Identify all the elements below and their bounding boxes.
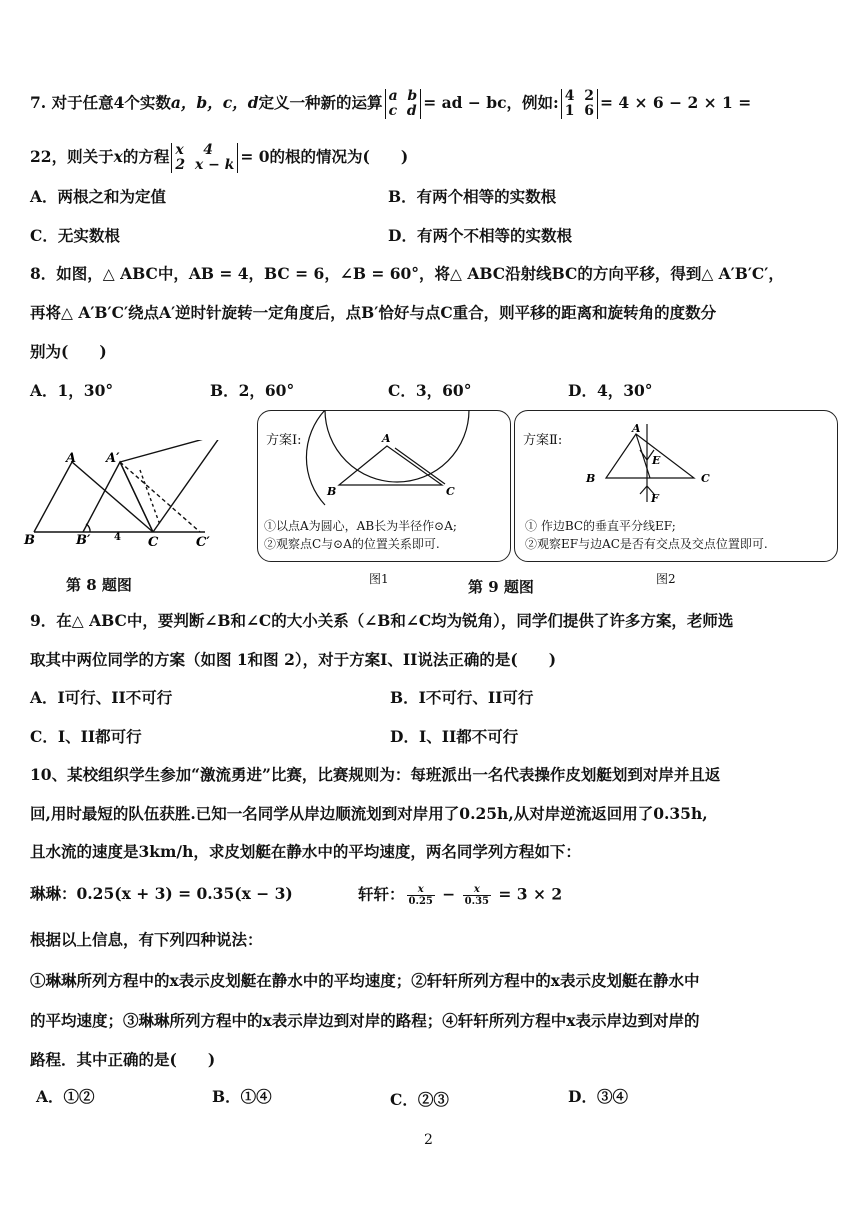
plan1-step1: ①以点A为圆心，AB长为半径作⊙A; [264,519,457,533]
frac-num: x [463,884,491,896]
m-cell: x [175,142,184,158]
m-cell: b [407,88,418,104]
q10-equation-2: 轩轩： $\frac{x}{0.25}$ − $\frac{x}{0.35}$ = 3 × 2 [358,884,563,907]
q8-label-b2: B′ [76,533,91,548]
plan2-figure [514,410,836,560]
q10-option-d: D．③④ [568,1087,628,1106]
plan2-label-b: B [586,472,596,485]
q8-label-c2: C′ [196,535,210,550]
q9-figure-caption: 第 9 题图 [468,578,534,596]
q8-label-b: B [24,533,35,548]
plan2-side [636,434,650,478]
q7-text-d: = 4 × 6 − 2 × 1 = [599,93,752,112]
plan2-step1: ① 作边BC的垂直平分线EF; [525,519,676,533]
m-cell: 6 [584,103,594,119]
q8-label-a: A [66,451,77,466]
q8-line1: 8．如图，△ ABC中，AB = 4，BC = 6，∠B = 60°，将△ ABC沿射线BC的方向平移，得到△ A′B′C′， [30,264,784,283]
q10-frac2 [463,884,491,907]
m-cell: d [406,103,417,119]
q8-label-a2: A′ [106,451,120,466]
q10-line3: 且水流的速度是3km/h，求皮划艇在静水中的平均速度，两名同学列方程如下： [30,842,581,861]
m-cell: 2 [584,88,594,104]
q8-rotated-side2 [153,440,222,532]
q8-label-c: C [148,535,159,550]
q7-vars: a，b，c，d [170,93,259,112]
q7-option-a: A．两根之和为定值 [30,187,167,206]
plan2-step2: ②观察EF与边AC是否有交点及交点位置即可. [525,537,768,551]
m-cell: 4 [203,142,213,158]
q8-figure-caption: 第 8 题图 [66,576,132,594]
plan1-label-a: A [382,432,391,445]
q7-matrix-abcd [385,89,422,119]
q10-option-b: B．①④ [212,1087,272,1106]
plan1-title: 方案Ⅰ: [266,433,302,448]
q7-line1 [30,89,751,119]
q10-line2: 回,用时最短的队伍获胜.已知一名同学从岸边顺流划到对岸用了0.25h,从对岸逆流返回用了0.35h, [30,804,708,823]
frac-den: 0.25 [408,896,433,907]
q9-line2: 取其中两位同学的方案（如图 1和图 2），对于方案I、II说法正确的是( ) [30,650,557,669]
plan2-label-a: A [632,422,641,435]
q9-line1: 9．在△ ABC中，要判断∠B和∠C的大小关系（∠B和∠C均为锐角），同学们提供了许多方案，老师选 [30,611,734,630]
q8-label-mark: 4 [114,532,121,543]
q9-option-d: D．I、II都不可行 [390,727,519,746]
q8-rotated-side3 [120,462,153,532]
plan2-title: 方案Ⅱ: [523,433,563,448]
q7-matrix-equation [171,143,238,173]
q7-text-a: 7. 对于任意4个实数 [30,93,171,112]
plan2-label-e: E [652,454,661,467]
m-cell: 1 [564,103,575,119]
q8-line2: 再将△ A′B′C′绕点A′逆时针旋转一定角度后，点B′恰好与点C重合，则平移的距离和旋转角的度数分 [30,303,717,322]
fig2-caption: 图2 [656,572,676,586]
plan1-triangle [339,446,442,485]
plan1-circle-left [306,410,325,505]
q10-eq2-label: 轩轩： [358,884,405,904]
page-number: 2 [424,1132,433,1148]
m-cell: c [388,103,398,119]
q7-matrix-example [561,89,598,119]
q10-frac1 [407,884,435,907]
m-cell: 2 [175,157,186,173]
q8-figure [20,440,250,560]
q9-option-c: C．I、II都可行 [30,727,142,746]
q8-option-c: C．3，60° [388,381,472,400]
q8-triangle-shifted [83,462,153,532]
q10-eq2-rest: = 3 × 2 [498,884,563,904]
q7-option-d: D．有两个不相等的实数根 [388,226,572,245]
q8-triangle-abc [34,462,153,532]
q7-text-c: = ad − bc，例如: [423,93,559,112]
q7-option-b: B．有两个相等的实数根 [388,187,557,206]
q10-option-a: A．①② [36,1087,95,1106]
q8-dashed-inner [140,470,160,525]
q7-text-b: 定义一种新的运算 [258,93,383,112]
q9-option-b: B．I不可行、II可行 [390,688,534,707]
q10-equation-1: 琳琳：0.25(x + 3) = 0.35(x − 3) [30,884,293,903]
plan1-step2: ②观察点C与⊙A的位置关系即可. [264,537,440,551]
plan1-label-c: C [446,485,455,498]
frac-num: x [407,884,435,896]
q7-text: = 0的根的情况为( ) [240,147,409,166]
plan2-label-f: F [651,492,659,505]
q8-option-b: B．2，60° [210,381,295,400]
q10-line6: 的平均速度；③琳琳所列方程中的x表示岸边到对岸的路程；④轩轩所列方程中x表示岸边到对岸的 [30,1011,700,1030]
q7-text: 22，则关于 [30,147,114,166]
m-cell: 4 [564,88,575,104]
fig1-caption: 图1 [369,572,389,586]
plan1-label-b: B [327,485,337,498]
m-cell: a [388,88,398,104]
plan1-circle [325,410,469,482]
q10-line5: ①琳琳所列方程中的x表示皮划艇在静水中的平均速度；②轩轩所列方程中的x表示皮划艇在静水中 [30,971,700,990]
plan2-label-c: C [701,472,710,485]
q7-line2 [30,143,408,173]
q8-option-a: A．1，30° [30,381,114,400]
q7-text: 的方程 [122,147,170,166]
q7-var: x [113,147,123,166]
q9-option-a: A．I可行、II不可行 [30,688,173,707]
q10-line4: 根据以上信息，有下列四种说法： [30,930,263,949]
q8-line3: 别为( ) [30,342,107,361]
q8-angle-mark [86,524,90,532]
m-cell: x − k [194,157,235,173]
q10-line1: 10、某校组织学生参加“激流勇进”比赛，比赛规则为：每班派出一名代表操作皮划艇划到对岸并且返 [30,765,721,784]
q10-line7: 路程．其中正确的是( ) [30,1050,216,1069]
plan1-figure [257,410,509,560]
frac-den: 0.35 [464,896,490,907]
q8-option-d: D．4，30° [568,381,653,400]
q10-option-c: C．②③ [390,1090,449,1109]
q8-rotated-side [120,440,222,462]
q7-option-c: C．无实数根 [30,226,120,245]
